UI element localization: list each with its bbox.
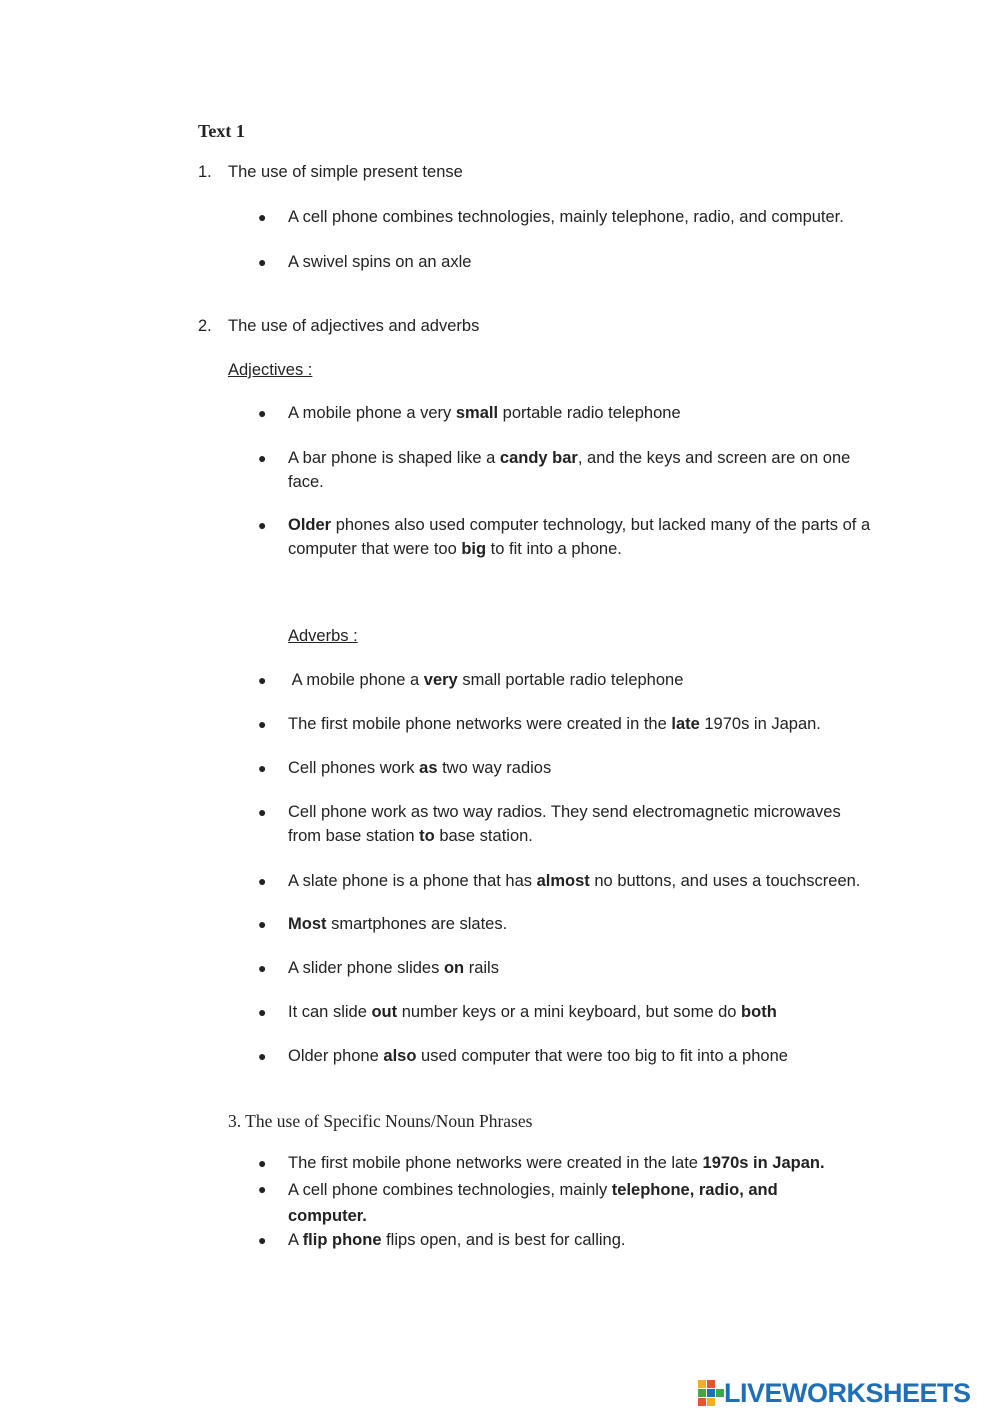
section-2-heading: The use of adjectives and adverbs	[228, 317, 480, 335]
bullet-icon: ●	[258, 672, 267, 688]
section-1-heading: The use of simple present tense	[228, 163, 463, 181]
list-item: Cell phones work as two way radios	[288, 759, 552, 777]
list-item: It can slide out number keys or a mini keyboard, but some do both	[288, 1003, 777, 1021]
list-item: The first mobile phone networks were created in the late 1970s in Japan.	[288, 715, 821, 733]
section-3-heading: 3. The use of Specific Nouns/Noun Phrases	[228, 1111, 533, 1131]
bullet-icon: ●	[258, 1155, 267, 1171]
adverbs-label: Adverbs :	[288, 627, 358, 645]
bullet-icon: ●	[258, 960, 267, 976]
bullet-icon: ●	[258, 873, 267, 889]
bullet-icon: ●	[258, 209, 267, 225]
bullet-icon: ●	[258, 517, 267, 533]
list-item: A flip phone flips open, and is best for calling.	[288, 1231, 626, 1249]
bullet-icon: ●	[258, 1004, 267, 1020]
logo-icon	[698, 1380, 724, 1406]
bullet-icon: ●	[258, 716, 267, 732]
bullet-icon: ●	[258, 1181, 267, 1197]
list-item: A mobile phone a very small portable radio telephone	[288, 671, 684, 689]
logo-text: LIVEWORKSHEETS	[724, 1377, 971, 1408]
list-item: A cell phone combines technologies, mainly telephone, radio, and computer.	[288, 208, 844, 226]
adjectives-label: Adjectives :	[228, 361, 313, 379]
list-item: The first mobile phone networks were created in the late 1970s in Japan.	[288, 1154, 825, 1172]
list-item: Older phones also used computer technology, but lacked many of the parts of a computer that were too big to fit into a phone.	[288, 516, 871, 558]
bullet-icon: ●	[258, 804, 267, 820]
list-item: Cell phone work as two way radios. They send electromagnetic microwaves from base station to base station.	[288, 803, 841, 845]
bullet-icon: ●	[258, 1232, 267, 1248]
section-1-number: 1.	[198, 163, 212, 181]
list-item: A mobile phone a very small portable radio telephone	[288, 404, 681, 422]
bullet-icon: ●	[258, 1048, 267, 1064]
list-item: A slider phone slides on rails	[288, 959, 499, 977]
section-2-number: 2.	[198, 317, 212, 335]
bullet-icon: ●	[258, 760, 267, 776]
list-item: Older phone also used computer that were too big to fit into a phone	[288, 1047, 788, 1065]
bullet-icon: ●	[258, 450, 267, 466]
list-item: A swivel spins on an axle	[288, 253, 472, 271]
bullet-icon: ●	[258, 916, 267, 932]
liveworksheets-logo	[698, 1378, 971, 1408]
list-item: A bar phone is shaped like a candy bar, and the keys and screen are on one face.	[288, 449, 851, 491]
document-title: Text 1	[198, 121, 245, 141]
list-item: Most smartphones are slates.	[288, 915, 508, 933]
bullet-icon: ●	[258, 405, 267, 421]
list-item: A cell phone combines technologies, mainly telephone, radio, and computer.	[288, 1181, 778, 1225]
list-item: A slate phone is a phone that has almost no buttons, and uses a touchscreen.	[288, 872, 861, 890]
bullet-icon: ●	[258, 254, 267, 270]
